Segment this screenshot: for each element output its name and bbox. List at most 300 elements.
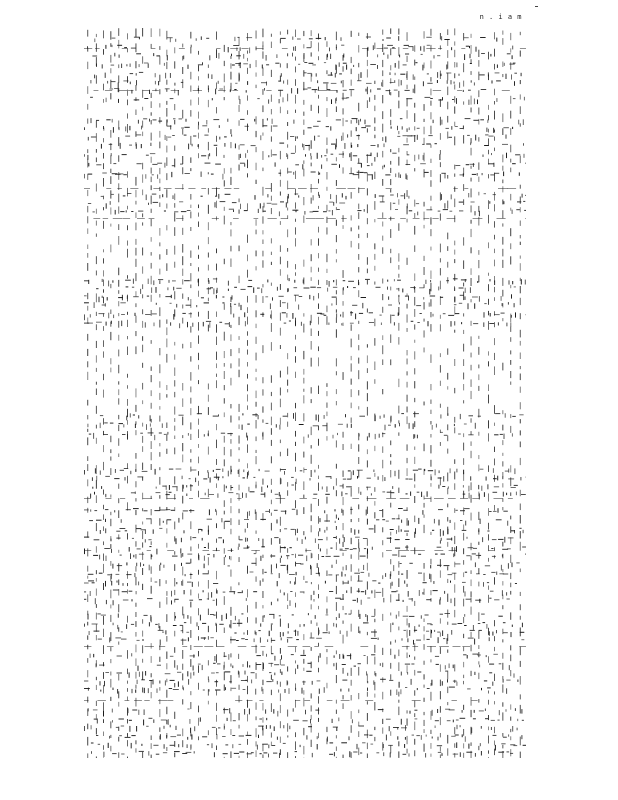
- glyph-fragment: [463, 485, 464, 487]
- noise-stroke: [256, 632, 257, 635]
- glyph-fragment: [502, 144, 508, 145]
- noise-stroke: [311, 604, 312, 609]
- rule-fragment: [120, 498, 125, 499]
- glyph-fragment: [242, 413, 243, 415]
- glyph-fragment: [496, 80, 501, 81]
- glyph-fragment: [150, 423, 151, 426]
- glyph-fragment: [293, 120, 294, 124]
- glyph-fragment: [444, 39, 449, 40]
- noise-stroke: [303, 395, 304, 403]
- glyph-fragment: [514, 73, 517, 74]
- noise-stroke: [343, 323, 344, 326]
- glyph-fragment: [339, 164, 340, 168]
- glyph-fragment: [132, 287, 134, 288]
- noise-stroke: [311, 52, 312, 56]
- noise-stroke: [247, 566, 248, 574]
- glyph-fragment: [91, 743, 94, 744]
- glyph-fragment: [173, 118, 176, 119]
- noise-stroke: [198, 736, 199, 740]
- noise-stroke: [216, 690, 217, 696]
- glyph-fragment: [215, 164, 221, 165]
- glyph-fragment: [150, 615, 151, 621]
- noise-stroke: [127, 583, 128, 586]
- noise-stroke: [454, 84, 455, 89]
- noise-stroke: [103, 326, 104, 331]
- noise-stroke: [271, 95, 272, 102]
- glyph-fragment: [343, 655, 344, 659]
- glyph-fragment: [363, 565, 364, 570]
- rule-fragment: [238, 646, 247, 647]
- noise-stroke: [287, 639, 288, 643]
- noise-stroke: [414, 516, 415, 523]
- rule-fragment: [232, 90, 238, 91]
- noise-stroke: [407, 653, 408, 659]
- glyph-fragment: [397, 736, 398, 739]
- noise-stroke: [166, 434, 167, 441]
- glyph-fragment: [411, 664, 414, 665]
- noise-stroke: [398, 29, 399, 35]
- glyph-fragment: [186, 563, 191, 564]
- glyph-fragment: [137, 680, 138, 684]
- noise-stroke: [471, 482, 472, 490]
- noise-stroke: [336, 536, 337, 539]
- glyph-fragment: [399, 55, 400, 58]
- glyph-fragment: [413, 413, 419, 414]
- noise-stroke: [96, 341, 97, 348]
- glyph-fragment: [390, 195, 394, 196]
- glyph-fragment: [412, 735, 414, 736]
- glyph-fragment: [402, 126, 403, 129]
- glyph-fragment: [503, 492, 504, 497]
- noise-stroke: [374, 671, 375, 675]
- noise-stroke: [198, 419, 199, 425]
- noise-stroke: [454, 727, 455, 734]
- glyph-fragment: [213, 663, 216, 664]
- noise-stroke: [198, 112, 199, 119]
- glyph-fragment: [521, 735, 522, 739]
- noise-stroke: [263, 579, 264, 582]
- glyph-fragment: [209, 509, 210, 515]
- rule-fragment: [438, 48, 442, 49]
- glyph-fragment: [352, 305, 357, 306]
- noise-stroke: [182, 673, 183, 680]
- glyph-fragment: [225, 323, 229, 324]
- noise-stroke: [87, 622, 88, 626]
- glyph-fragment: [363, 538, 368, 539]
- noise-stroke: [159, 195, 160, 199]
- glyph-fragment: [368, 174, 373, 175]
- glyph-fragment: [375, 415, 376, 421]
- glyph-fragment: [293, 720, 299, 721]
- glyph-fragment: [205, 493, 206, 496]
- glyph-fragment: [396, 591, 398, 592]
- noise-stroke: [447, 50, 448, 58]
- glyph-fragment: [119, 735, 122, 736]
- noise-stroke: [295, 335, 296, 340]
- glyph-fragment: [204, 135, 208, 136]
- glyph-fragment: [164, 434, 166, 435]
- rule-fragment: [107, 646, 114, 647]
- glyph-fragment: [297, 538, 298, 541]
- noise-stroke: [96, 604, 97, 608]
- glyph-fragment: [367, 598, 370, 599]
- noise-stroke: [358, 710, 359, 714]
- noise-stroke: [208, 395, 209, 402]
- noise-stroke: [247, 589, 248, 597]
- noise-stroke: [198, 594, 199, 599]
- noise-stroke: [231, 297, 232, 302]
- glyph-fragment: [113, 600, 114, 605]
- noise-stroke: [367, 128, 368, 132]
- noise-stroke: [390, 559, 391, 564]
- glyph-fragment: [84, 509, 89, 510]
- glyph-fragment: [90, 97, 93, 98]
- glyph-fragment: [468, 744, 469, 749]
- noise-stroke: [494, 366, 495, 375]
- noise-stroke: [110, 332, 111, 340]
- rule-fragment: [158, 700, 168, 701]
- glyph-fragment: [327, 737, 328, 742]
- noise-stroke: [454, 41, 455, 45]
- glyph-fragment: [302, 539, 303, 544]
- noise-stroke: [367, 701, 368, 704]
- noise-stroke: [263, 591, 264, 598]
- glyph-fragment: [480, 743, 481, 746]
- noise-stroke: [478, 374, 479, 380]
- noise-stroke: [303, 495, 304, 499]
- noise-stroke: [159, 406, 160, 410]
- noise-stroke: [151, 692, 152, 698]
- glyph-fragment: [525, 163, 526, 164]
- noise-stroke: [390, 315, 391, 324]
- glyph-fragment: [206, 120, 207, 125]
- glyph-fragment: [355, 537, 360, 538]
- glyph-fragment: [432, 530, 434, 531]
- noise-stroke: [478, 568, 479, 574]
- glyph-fragment: [470, 476, 471, 480]
- glyph-fragment: [222, 476, 223, 478]
- noise-stroke: [407, 350, 408, 355]
- glyph-fragment: [451, 630, 452, 635]
- glyph-fragment: [450, 211, 453, 212]
- noise-stroke: [174, 146, 175, 151]
- glyph-fragment: [490, 313, 491, 317]
- glyph-fragment: [102, 296, 103, 298]
- glyph-fragment: [296, 210, 297, 213]
- noise-stroke: [336, 318, 337, 323]
- noise-stroke: [454, 743, 455, 747]
- noise-stroke: [159, 228, 160, 236]
- noise-stroke: [343, 471, 344, 477]
- noise-stroke: [239, 303, 240, 307]
- noise-stroke: [336, 220, 337, 226]
- noise-stroke: [358, 518, 359, 522]
- noise-stroke: [478, 137, 479, 141]
- noise-stroke: [151, 367, 152, 371]
- noise-stroke: [159, 565, 160, 571]
- rule-fragment: [134, 700, 142, 701]
- noise-stroke: [478, 119, 479, 125]
- noise-stroke: [190, 398, 191, 404]
- noise-stroke: [494, 221, 495, 227]
- glyph-fragment: [474, 639, 475, 645]
- noise-stroke: [431, 283, 432, 292]
- rule-fragment: [489, 550, 494, 551]
- glyph-fragment: [523, 530, 524, 533]
- noise-stroke: [256, 310, 257, 317]
- glyph-fragment: [447, 720, 451, 721]
- glyph-fragment: [293, 172, 294, 175]
- glyph-fragment: [304, 72, 307, 73]
- glyph-fragment: [386, 521, 389, 522]
- noise-stroke: [447, 473, 448, 482]
- noise-stroke: [471, 59, 472, 63]
- noise-stroke: [440, 570, 441, 577]
- glyph-fragment: [169, 469, 173, 470]
- noise-stroke: [367, 381, 368, 389]
- glyph-fragment: [130, 413, 131, 417]
- noise-stroke: [390, 461, 391, 465]
- glyph-fragment: [438, 637, 439, 643]
- rule-fragment: [386, 550, 392, 551]
- glyph-fragment: [295, 164, 299, 165]
- glyph-fragment: [129, 591, 133, 592]
- glyph-fragment: [165, 673, 171, 674]
- noise-stroke: [110, 679, 111, 688]
- noise-stroke: [510, 736, 511, 740]
- glyph-fragment: [107, 81, 108, 84]
- noise-stroke: [118, 389, 119, 395]
- noise-stroke: [110, 672, 111, 676]
- glyph-fragment: [433, 590, 438, 591]
- glyph-fragment: [451, 47, 452, 50]
- glyph-fragment: [501, 313, 505, 314]
- glyph-fragment: [202, 125, 207, 126]
- glyph-fragment: [156, 549, 157, 555]
- noise-stroke: [367, 218, 368, 224]
- glyph-fragment: [506, 135, 507, 139]
- noise-stroke: [431, 180, 432, 187]
- rule-fragment: [432, 218, 438, 219]
- noise-stroke: [224, 684, 225, 690]
- glyph-fragment: [445, 173, 446, 178]
- glyph-fragment: [379, 434, 380, 438]
- noise-stroke: [239, 358, 240, 366]
- noise-stroke: [318, 43, 319, 52]
- glyph-fragment: [504, 434, 505, 439]
- noise-stroke: [239, 713, 240, 720]
- glyph-fragment: [224, 155, 225, 158]
- noise-stroke: [127, 420, 128, 425]
- glyph-fragment: [386, 38, 391, 39]
- glyph-fragment: [288, 631, 289, 633]
- glyph-fragment: [239, 752, 244, 753]
- rule-fragment: [360, 646, 368, 647]
- glyph-fragment: [315, 615, 316, 619]
- glyph-fragment: [262, 433, 263, 437]
- glyph-fragment: [444, 435, 448, 436]
- glyph-fragment: [300, 564, 303, 565]
- glyph-fragment: [149, 119, 150, 122]
- noise-stroke: [488, 174, 489, 178]
- glyph-fragment: [228, 47, 229, 52]
- noise-stroke: [295, 562, 296, 567]
- noise-stroke: [407, 258, 408, 265]
- noise-stroke: [303, 650, 304, 655]
- glyph-fragment: [331, 476, 332, 479]
- noise-stroke: [224, 596, 225, 605]
- noise-stroke: [414, 297, 415, 306]
- glyph-fragment: [349, 153, 350, 157]
- noise-stroke: [520, 694, 521, 699]
- glyph-fragment: [362, 742, 365, 743]
- noise-stroke: [280, 269, 281, 276]
- glyph-fragment: [84, 314, 85, 320]
- noise-stroke: [502, 237, 503, 245]
- noise-stroke: [231, 449, 232, 456]
- glyph-fragment: [419, 287, 424, 288]
- glyph-fragment: [142, 471, 148, 472]
- noise-stroke: [96, 158, 97, 163]
- glyph-fragment: [226, 486, 227, 489]
- noise-stroke: [247, 160, 248, 169]
- glyph-fragment: [394, 80, 395, 83]
- noise-stroke: [103, 445, 104, 452]
- glyph-fragment: [129, 672, 130, 677]
- noise-stroke: [414, 155, 415, 161]
- noise-stroke: [182, 305, 183, 309]
- rule-fragment: [318, 90, 328, 91]
- glyph-fragment: [181, 563, 182, 566]
- glyph-fragment: [292, 210, 298, 211]
- noise-stroke: [295, 57, 296, 61]
- glyph-fragment: [281, 479, 282, 484]
- noise-stroke: [198, 665, 199, 672]
- glyph-fragment: [136, 80, 137, 85]
- noise-stroke: [510, 371, 511, 378]
- noise-stroke: [136, 658, 137, 666]
- glyph-fragment: [377, 65, 378, 69]
- glyph-fragment: [249, 511, 250, 516]
- glyph-fragment: [111, 65, 115, 66]
- glyph-fragment: [304, 288, 310, 289]
- noise-stroke: [182, 625, 183, 633]
- glyph-fragment: [497, 476, 498, 481]
- noise-stroke: [231, 653, 232, 657]
- noise-stroke: [151, 643, 152, 649]
- noise-stroke: [263, 345, 264, 353]
- noise-stroke: [174, 309, 175, 316]
- glyph-fragment: [418, 518, 419, 524]
- noise-stroke: [454, 547, 455, 556]
- glyph-fragment: [502, 303, 503, 306]
- glyph-fragment: [309, 38, 313, 39]
- noise-stroke: [454, 321, 455, 325]
- noise-stroke: [488, 727, 489, 731]
- noise-stroke: [182, 279, 183, 284]
- glyph-fragment: [447, 529, 448, 534]
- noise-stroke: [166, 146, 167, 153]
- glyph-fragment: [210, 287, 213, 288]
- glyph-fragment: [94, 631, 100, 632]
- noise-stroke: [407, 518, 408, 526]
- noise-stroke: [239, 416, 240, 420]
- glyph-fragment: [460, 520, 462, 521]
- glyph-fragment: [224, 143, 225, 147]
- noise-stroke: [414, 213, 415, 218]
- noise-stroke: [280, 399, 281, 408]
- noise-stroke: [280, 107, 281, 114]
- noise-stroke: [142, 645, 143, 653]
- glyph-fragment: [239, 74, 240, 80]
- glyph-fragment: [449, 709, 455, 710]
- noise-stroke: [280, 257, 281, 265]
- glyph-fragment: [310, 565, 311, 569]
- noise-stroke: [224, 304, 225, 310]
- noise-stroke: [295, 756, 296, 758]
- glyph-fragment: [187, 615, 188, 619]
- glyph-fragment: [369, 735, 372, 736]
- noise-stroke: [142, 423, 143, 427]
- glyph-fragment: [378, 709, 384, 710]
- noise-stroke: [454, 598, 455, 606]
- noise-stroke: [96, 389, 97, 396]
- noise-stroke: [118, 206, 119, 213]
- noise-stroke: [118, 313, 119, 316]
- noise-stroke: [502, 290, 503, 297]
- glyph-fragment: [367, 549, 368, 554]
- glyph-fragment: [395, 209, 398, 210]
- noise-stroke: [159, 269, 160, 275]
- rule-fragment: [242, 48, 249, 49]
- noise-stroke: [494, 297, 495, 301]
- glyph-fragment: [249, 48, 250, 54]
- rule-fragment: [113, 218, 123, 219]
- glyph-fragment: [105, 73, 106, 78]
- rule-fragment: [203, 550, 210, 551]
- noise-stroke: [190, 194, 191, 200]
- noise-stroke: [374, 727, 375, 730]
- noise-stroke: [96, 728, 97, 734]
- glyph-fragment: [291, 554, 293, 555]
- glyph-fragment: [225, 194, 231, 195]
- rule-fragment: [434, 498, 444, 499]
- noise-stroke: [382, 359, 383, 365]
- rule-fragment: [327, 218, 336, 219]
- noise-stroke: [311, 329, 312, 337]
- noise-stroke: [136, 554, 137, 559]
- glyph-fragment: [100, 681, 101, 685]
- noise-stroke: [280, 452, 281, 457]
- glyph-fragment: [150, 143, 151, 146]
- noise-stroke: [374, 282, 375, 285]
- glyph-fragment: [408, 196, 409, 199]
- glyph-fragment: [141, 529, 145, 530]
- noise-stroke: [398, 627, 399, 631]
- glyph-fragment: [317, 680, 321, 681]
- noise-stroke: [263, 539, 264, 548]
- noise-stroke: [142, 284, 143, 289]
- glyph-fragment: [372, 547, 373, 550]
- noise-stroke: [136, 748, 137, 752]
- glyph-fragment: [466, 46, 469, 47]
- noise-stroke: [136, 177, 137, 186]
- glyph-fragment: [331, 99, 332, 104]
- noise-stroke: [224, 371, 225, 379]
- noise-stroke: [151, 101, 152, 108]
- glyph-fragment: [396, 288, 399, 289]
- noise-stroke: [454, 522, 455, 529]
